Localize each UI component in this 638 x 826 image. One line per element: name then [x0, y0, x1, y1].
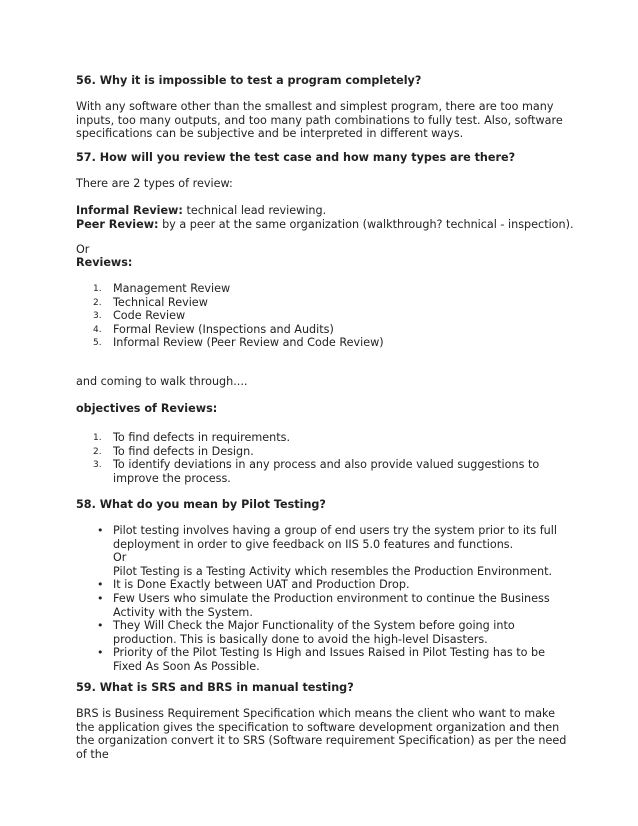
informal-review-text: technical lead reviewing. [186, 204, 327, 217]
objectives-label: objectives of Reviews: [76, 402, 218, 415]
or-text: Or [76, 243, 90, 256]
q59-body: BRS is Business Requirement Specification which means the client who want to make the application gives the specification to software development organization and then the organization convert it to SRS (Software requirement Specification) as per the need of the [76, 707, 567, 761]
list-item: • It is Done Exactly between UAT and Production Drop. [97, 578, 410, 592]
peer-review-label: Peer Review: [76, 218, 159, 231]
q56-heading: 56. Why it is impossible to test a program completely? [76, 74, 422, 87]
informal-review-line [76, 204, 576, 218]
list-item: 5. Informal Review (Peer Review and Code Review) [93, 336, 384, 350]
list-item: 1. To find defects in requirements. [93, 431, 291, 444]
peer-review-text: by a peer at the same organization (walkthrough? technical - inspection). [162, 218, 574, 231]
list-item: 4. Formal Review (Inspections and Audits) [93, 322, 334, 336]
list-item: • Pilot testing involves having a group of end users try the system prior to its full deployment in order to give feedback on IIS 5.0 features and functions. Or Pilot Testing is a Testing Activity which resembles the Production Environment. [97, 524, 557, 578]
list-item: • Priority of the Pilot Testing Is High and Issues Raised in Pilot Testing has to be Fixed As Soon As Possible. [97, 646, 545, 673]
q57-intro: There are 2 types of review: [76, 177, 233, 190]
list-item: • They Will Check the Major Functionality of the System before going into production. This is basically done to avoid the high-level Disasters. [97, 619, 515, 646]
pilot-testing-list [76, 524, 576, 674]
q56-body: With any software other than the smallest and simplest program, there are too many inputs, too many outputs, and too many path combinations to fully test. Also, software specifications can be subjective and be interpreted in different ways. [76, 100, 563, 141]
coming-text: and coming to walk through.... [76, 375, 248, 388]
reviews-label: Reviews: [76, 256, 133, 269]
peer-review-line [76, 218, 576, 232]
list-item: 1. Management Review [93, 282, 231, 295]
list-item: 2. Technical Review [93, 295, 208, 309]
reviews-list [76, 282, 576, 350]
list-item: 3. Code Review [93, 309, 186, 323]
q57-heading: 57. How will you review the test case and how many types are there? [76, 151, 516, 164]
list-item: 2. To find defects in Design. [93, 444, 254, 458]
list-item: • Few Users who simulate the Production environment to continue the Business Activity with the System. [97, 591, 550, 619]
q59-heading: 59. What is SRS and BRS in manual testing? [76, 681, 354, 694]
q58-heading: 58. What do you mean by Pilot Testing? [76, 498, 326, 511]
objectives-list [76, 431, 576, 485]
informal-review-label: Informal Review: [76, 204, 183, 217]
list-item: 3. To identify deviations in any process and also provide valued suggestions to improve the process. [93, 458, 540, 485]
